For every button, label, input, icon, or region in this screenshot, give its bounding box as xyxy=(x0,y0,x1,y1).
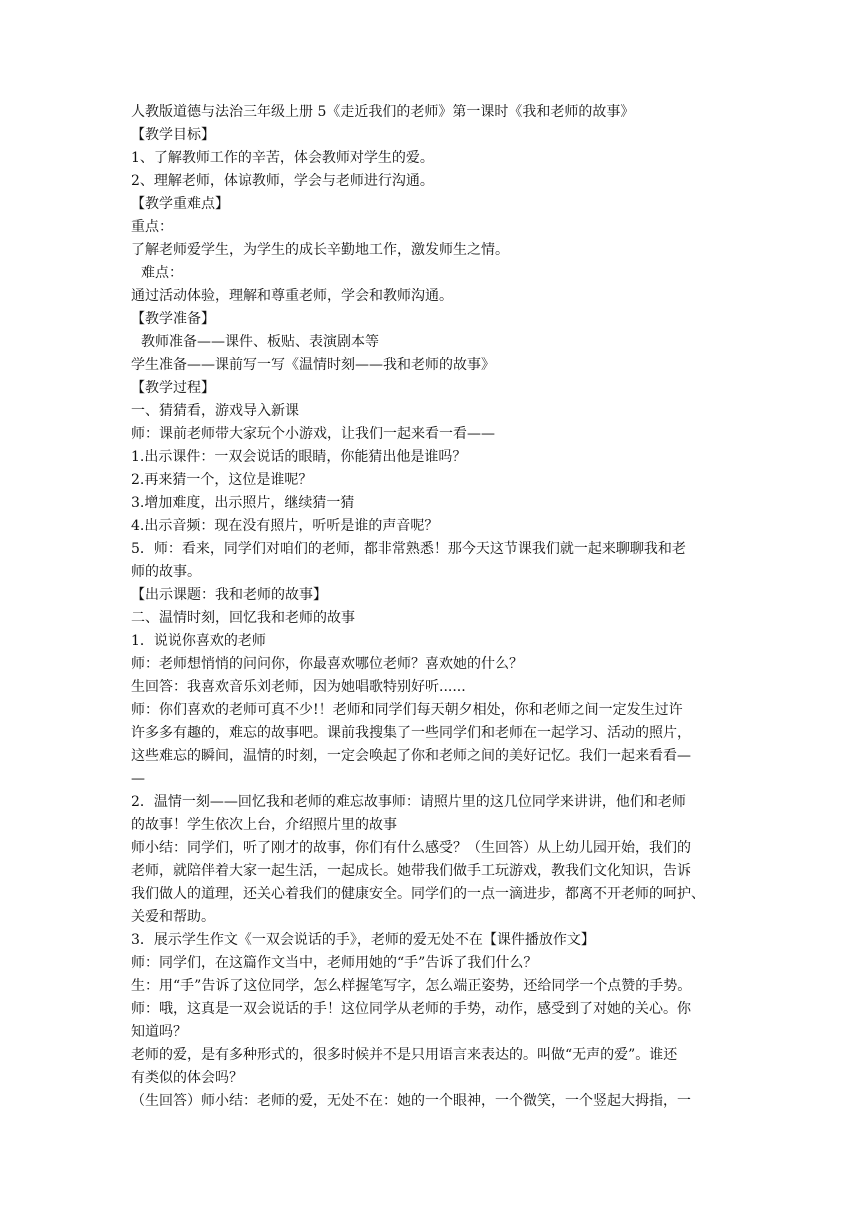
paragraph-line: 5．师：看来，同学们对咱们的老师，都非常熟悉！那今天这节课我们就一起来聊聊我和老 xyxy=(131,541,686,557)
section-heading: 【教学目标】 xyxy=(131,127,215,143)
paragraph-line: 老师，就陪伴着大家一起生活，一起成长。她带我们做手工玩游戏，教我们文化知识，告诉 xyxy=(131,863,691,879)
paragraph-line: 师小结：同学们，听了刚才的故事，你们有什么感受？（生回答）从上幼儿园开始，我们的 xyxy=(131,840,691,856)
paragraph-line: 生回答：我喜欢音乐刘老师，因为她唱歌特别好听...... xyxy=(131,679,466,695)
paragraph-line: 重点： xyxy=(131,219,173,235)
paragraph-line: 这些难忘的瞬间，温情的时刻，一定会唤起了你和老师之间的美好记忆。我们一起来看看— xyxy=(131,748,691,764)
paragraph-line: 有类似的体会吗？ xyxy=(131,1070,243,1086)
section-heading: 【教学过程】 xyxy=(131,380,215,396)
paragraph-line: 知道吗？ xyxy=(131,1024,187,1040)
section-heading: 【教学准备】 xyxy=(131,311,215,327)
paragraph-line: 关爱和帮助。 xyxy=(131,909,215,925)
paragraph-line: 师：课前老师带大家玩个小游戏，让我们一起来看一看—— xyxy=(131,426,495,442)
paragraph-line: 通过活动体验，理解和尊重老师，学会和教师沟通。 xyxy=(131,288,453,304)
paragraph-line: 1.出示课件：一双会说话的眼睛，你能猜出他是谁吗？ xyxy=(131,449,467,465)
paragraph-line: 1．说说你喜欢的老师 xyxy=(131,633,266,649)
paragraph-line: 2．温情一刻——回忆我和老师的难忘故事师：请照片里的这几位同学来讲讲，他们和老师 xyxy=(131,794,686,810)
paragraph-line: 2.再来猜一个，这位是谁呢？ xyxy=(131,472,313,488)
paragraph-line: — xyxy=(131,771,145,787)
paragraph-line: （生回答）师小结：老师的爱，无处不在：她的一个眼神，一个微笑，一个竖起大拇指，一 xyxy=(131,1093,691,1109)
paragraph-line: 我们做人的道理，还关心着我们的健康安全。同学们的一点一滴进步，都离不开老师的呵护、 xyxy=(131,886,705,902)
paragraph-line: 一、猜猜看，游戏导入新课 xyxy=(131,403,299,419)
paragraph-line: 2、理解老师，体谅教师，学会与老师进行沟通。 xyxy=(131,173,434,189)
paragraph-line: 二、温情时刻，回忆我和老师的故事 xyxy=(131,610,355,626)
paragraph-line: 许多多有趣的，难忘的故事吧。课前我搜集了一些同学们和老师在一起学习、活动的照片， xyxy=(131,725,691,741)
document-body xyxy=(131,101,731,1113)
paragraph-line: 师：你们喜欢的老师可真不少!！老师和同学们每天朝夕相处，你和老师之间一定发生过许 xyxy=(131,702,683,718)
section-heading: 【出示课题：我和老师的故事】 xyxy=(131,587,327,603)
section-heading: 【教学重难点】 xyxy=(131,196,229,212)
paragraph-line: 了解老师爱学生，为学生的成长辛勤地工作，激发师生之情。 xyxy=(131,242,509,258)
paragraph-line: 师的故事。 xyxy=(131,564,201,580)
document-title: 人教版道德与法治三年级上册 5《走近我们的老师》第一课时《我和老师的故事》 xyxy=(131,104,635,120)
paragraph-line: 教师准备——课件、板贴、表演剧本等 xyxy=(141,334,379,350)
paragraph-line: 老师的爱，是有多种形式的，很多时候并不是只用语言来表达的。叫做“无声的爱”。谁还 xyxy=(131,1047,678,1063)
paragraph-line: 4.出示音频：现在没有照片，听听是谁的声音呢？ xyxy=(131,518,439,534)
paragraph-line: 学生准备——课前写一写《温情时刻——我和老师的故事》 xyxy=(131,357,495,373)
paragraph-line: 师：老师想悄悄的问问你，你最喜欢哪位老师？喜欢她的什么？ xyxy=(131,656,523,672)
paragraph-line: 的故事！学生依次上台，介绍照片里的故事 xyxy=(131,817,397,833)
paragraph-line: 师：同学们，在这篇作文当中，老师用她的“手”告诉了我们什么？ xyxy=(131,955,538,971)
paragraph-line: 师：哦，这真是一双会说话的手！这位同学从老师的手势，动作，感受到了对她的关心。你 xyxy=(131,1001,691,1017)
paragraph-line: 生：用“手”告诉了这位同学，怎么样握笔写字，怎么端正姿势，还给同学一个点赞的手势。 xyxy=(131,978,692,994)
paragraph-line: 3．展示学生作文《一双会说话的手》，老师的爱无处不在【课件播放作文】 xyxy=(131,932,595,948)
paragraph-line: 难点： xyxy=(141,265,183,281)
paragraph-line: 1、了解教师工作的辛苦，体会教师对学生的爱。 xyxy=(131,150,434,166)
paragraph-line: 3.增加难度，出示照片，继续猜一猜 xyxy=(131,495,355,511)
